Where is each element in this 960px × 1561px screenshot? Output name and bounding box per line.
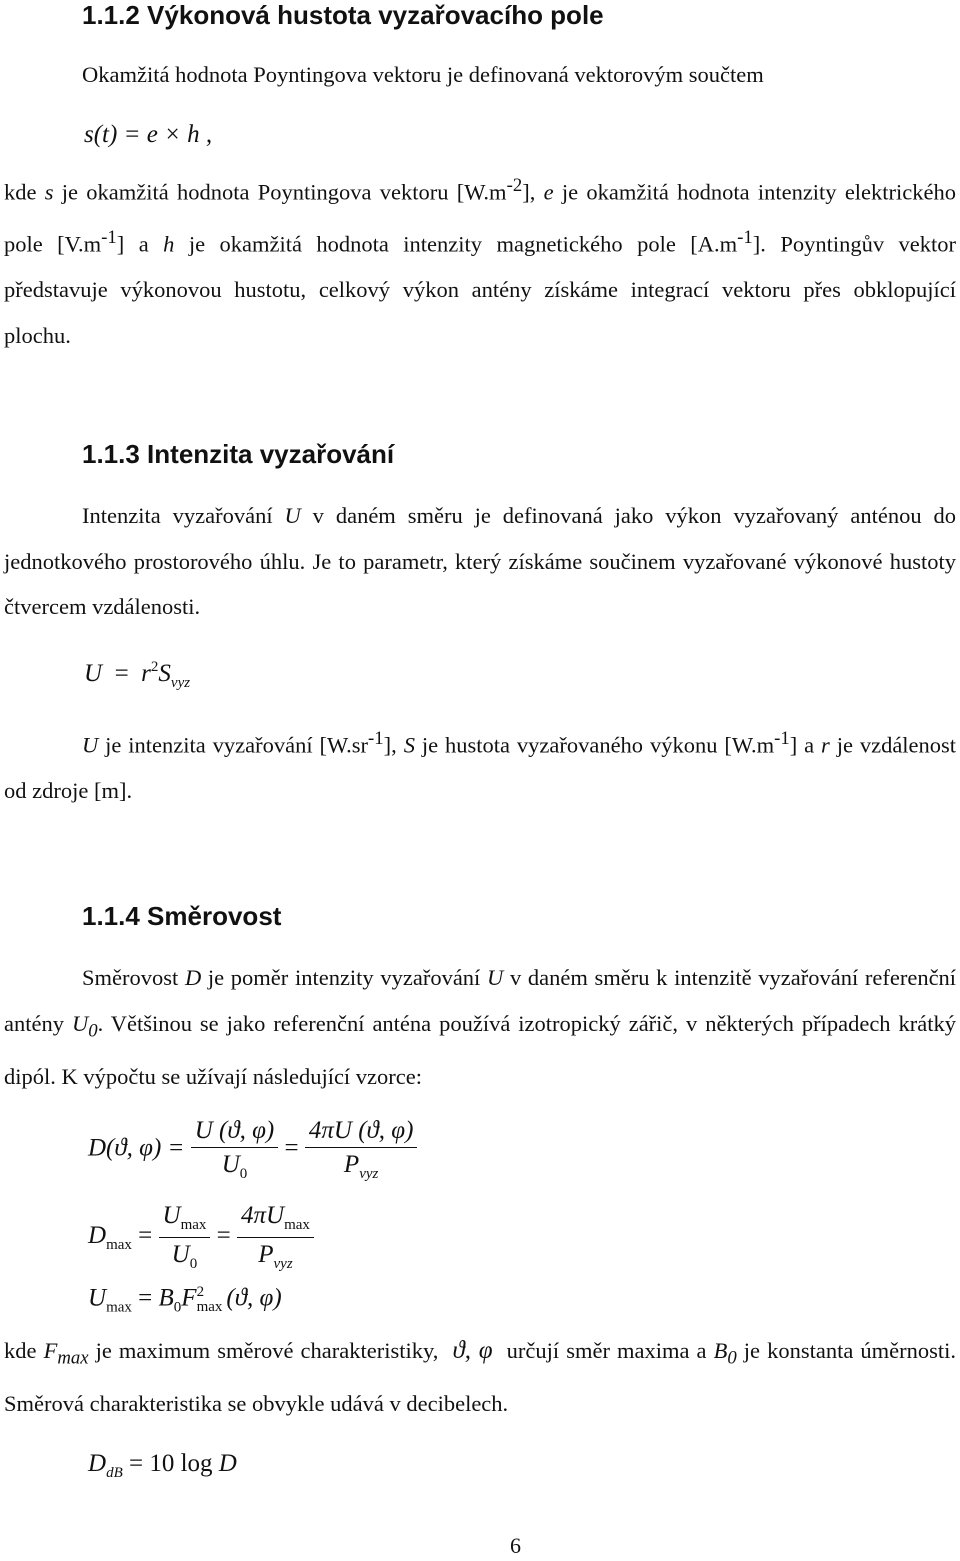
- subscript: max: [106, 1299, 132, 1316]
- directivity-equation: [88, 1118, 417, 1182]
- text-run: je okamžitá hodnota intenzity elektrického pole [V.m: [4, 179, 957, 257]
- symbol-theta-phi: ϑ, φ: [452, 1337, 493, 1364]
- symbol-D: D: [218, 1450, 237, 1477]
- equals-sign: =: [284, 1134, 299, 1162]
- text-run: kde: [4, 1338, 37, 1363]
- poynting-equation: [84, 122, 212, 147]
- symbol-s: s: [44, 179, 54, 205]
- fraction-denominator: U: [171, 1241, 190, 1268]
- fraction-numerator: 4πU (ϑ, φ): [308, 1117, 414, 1144]
- symbol-B: B: [713, 1338, 728, 1363]
- radiation-intensity-equation: [84, 660, 190, 691]
- subscript: vyz: [170, 675, 191, 691]
- page-number: 6: [510, 1533, 521, 1558]
- text-run: Intenzita vyzařování: [82, 503, 273, 528]
- text-run: ] a: [789, 732, 815, 758]
- equation-lhs: D: [88, 1450, 107, 1477]
- symbol-U: U: [487, 965, 504, 990]
- subscript: 0: [173, 1299, 182, 1316]
- text-run: je okamžitá hodnota Poyntingova vektoru [W.m: [61, 179, 507, 205]
- text-run: v daném směru k intenzitě vyzařování referenční antény: [4, 965, 957, 1036]
- text-run: je maximum směrové charakteristiky,: [95, 1338, 439, 1363]
- radiation-intensity-paragraph: [4, 493, 956, 630]
- directivity-paragraph: [4, 955, 956, 1099]
- fraction-numerator: U (ϑ, φ): [194, 1117, 275, 1144]
- text-run: určují směr maxima a: [506, 1338, 707, 1363]
- intro-paragraph: Okamžitá hodnota Poyntingova vektoru je definovaná vektorovým součtem: [82, 62, 764, 87]
- directivity-legend: [4, 1328, 956, 1427]
- symbol-S: S: [158, 660, 171, 687]
- equation-lhs: D(ϑ, φ) =: [88, 1134, 185, 1162]
- subscript: max: [180, 1217, 207, 1233]
- superscript: -2: [506, 175, 523, 196]
- symbol-U: U: [284, 503, 301, 528]
- symbol-B: B: [158, 1284, 174, 1312]
- fraction-numerator: U: [162, 1202, 181, 1229]
- superscript: -1: [774, 728, 790, 749]
- decibel-equation: [88, 1451, 237, 1481]
- fraction-denominator: P: [258, 1241, 274, 1268]
- fraction: [191, 1118, 279, 1182]
- symbol-U: U: [82, 732, 99, 758]
- fraction: [305, 1118, 418, 1182]
- sup-sub-stack: [197, 1285, 223, 1315]
- subscript: dB: [106, 1465, 123, 1481]
- subscript: vyz: [359, 1166, 379, 1182]
- subscript: 0: [727, 1347, 737, 1369]
- section-heading-directivity: 1.1.4 Směrovost: [82, 901, 282, 931]
- symbol-e: e: [543, 179, 554, 205]
- max-intensity-equation: [88, 1285, 282, 1316]
- equation-rhs: = 10 log: [128, 1450, 213, 1477]
- text-run: je konstanta úměrnosti. Směrová charakteristika se obvykle udává v decibelech.: [4, 1338, 957, 1416]
- symbol-h: h: [163, 231, 175, 257]
- superscript: -1: [101, 227, 117, 248]
- text-run: je okamžitá hodnota intenzity magnetického pole [A.m: [188, 231, 738, 257]
- text-run: kde: [4, 179, 37, 205]
- fraction: [237, 1203, 314, 1272]
- symbol-F: F: [181, 1284, 197, 1312]
- text-run: ]. Poyntingův vektor představuje výkonovou hustotu, celkový výkon antény získáme integrací vektoru přes obklopující plochu.: [4, 231, 956, 348]
- text-run: je poměr intenzity vyzařování: [207, 965, 481, 990]
- subscript: vyz: [273, 1256, 293, 1272]
- subscript: max: [106, 1237, 132, 1254]
- equals-sign: =: [114, 660, 129, 687]
- symbol-D: D: [184, 965, 202, 990]
- poynting-description: [4, 163, 956, 358]
- superscript: 2: [196, 1284, 205, 1300]
- equation-lhs: U: [88, 1284, 107, 1312]
- equals-sign: =: [216, 1222, 231, 1250]
- text-run: . Většinou se jako referenční anténa používá izotropický zářič, v některých případech krátký dipól. K výpočtu se užívají následující vzorce:: [4, 1010, 956, 1089]
- arguments: (ϑ, φ): [226, 1284, 282, 1312]
- subscript: max: [196, 1299, 223, 1315]
- symbol-U: U: [84, 660, 103, 687]
- equation-lhs: D: [88, 1222, 107, 1250]
- section-heading-radiation-intensity: 1.1.3 Intenzita vyzařování: [82, 439, 395, 469]
- superscript: -1: [737, 227, 753, 248]
- section-heading-power-density: 1.1.2 Výkonová hustota vyzařovacího pole: [82, 0, 604, 30]
- text-run: ],: [383, 732, 397, 758]
- subscript: 0: [88, 1020, 98, 1041]
- text-run: je hustota vyzařovaného výkonu [W.m: [421, 732, 775, 758]
- text-run: ] a: [116, 231, 149, 257]
- symbol-S: S: [403, 732, 415, 758]
- symbol-F: F: [43, 1338, 58, 1363]
- subscript: 0: [239, 1166, 248, 1182]
- poynting-equation-text: s(t) = e × h ,: [84, 121, 213, 148]
- symbol-r: r: [821, 732, 830, 758]
- subscript: max: [57, 1347, 89, 1369]
- text-run: je vzdálenost od zdroje [m].: [4, 732, 957, 803]
- fraction-denominator: P: [343, 1151, 360, 1178]
- symbol-U0: U: [71, 1010, 89, 1036]
- subscript: max: [284, 1217, 310, 1233]
- text-run: v daném směru je definovaná jako výkon vyzařovaný anténou do jednotkového prostorového úhlu. Je to parametr, který získáme součinem vyzařované výkonové hustoty čtvercem vzdálenosti.: [4, 503, 956, 619]
- text-run: Směrovost: [82, 965, 179, 990]
- fraction-denominator: U: [221, 1151, 240, 1178]
- text-run: ],: [522, 179, 536, 205]
- subscript: 0: [189, 1256, 198, 1272]
- symbol-r: r: [141, 660, 151, 687]
- radiation-intensity-legend: [4, 716, 956, 814]
- max-directivity-equation: [88, 1203, 314, 1272]
- fraction: [159, 1203, 211, 1272]
- fraction-numerator: 4πU: [241, 1202, 285, 1229]
- superscript: -1: [368, 728, 384, 749]
- text-run: je intenzita vyzařování [W.sr: [105, 732, 369, 758]
- equals-sign: =: [138, 1284, 153, 1312]
- superscript: 2: [150, 659, 159, 675]
- equals-sign: =: [138, 1222, 153, 1250]
